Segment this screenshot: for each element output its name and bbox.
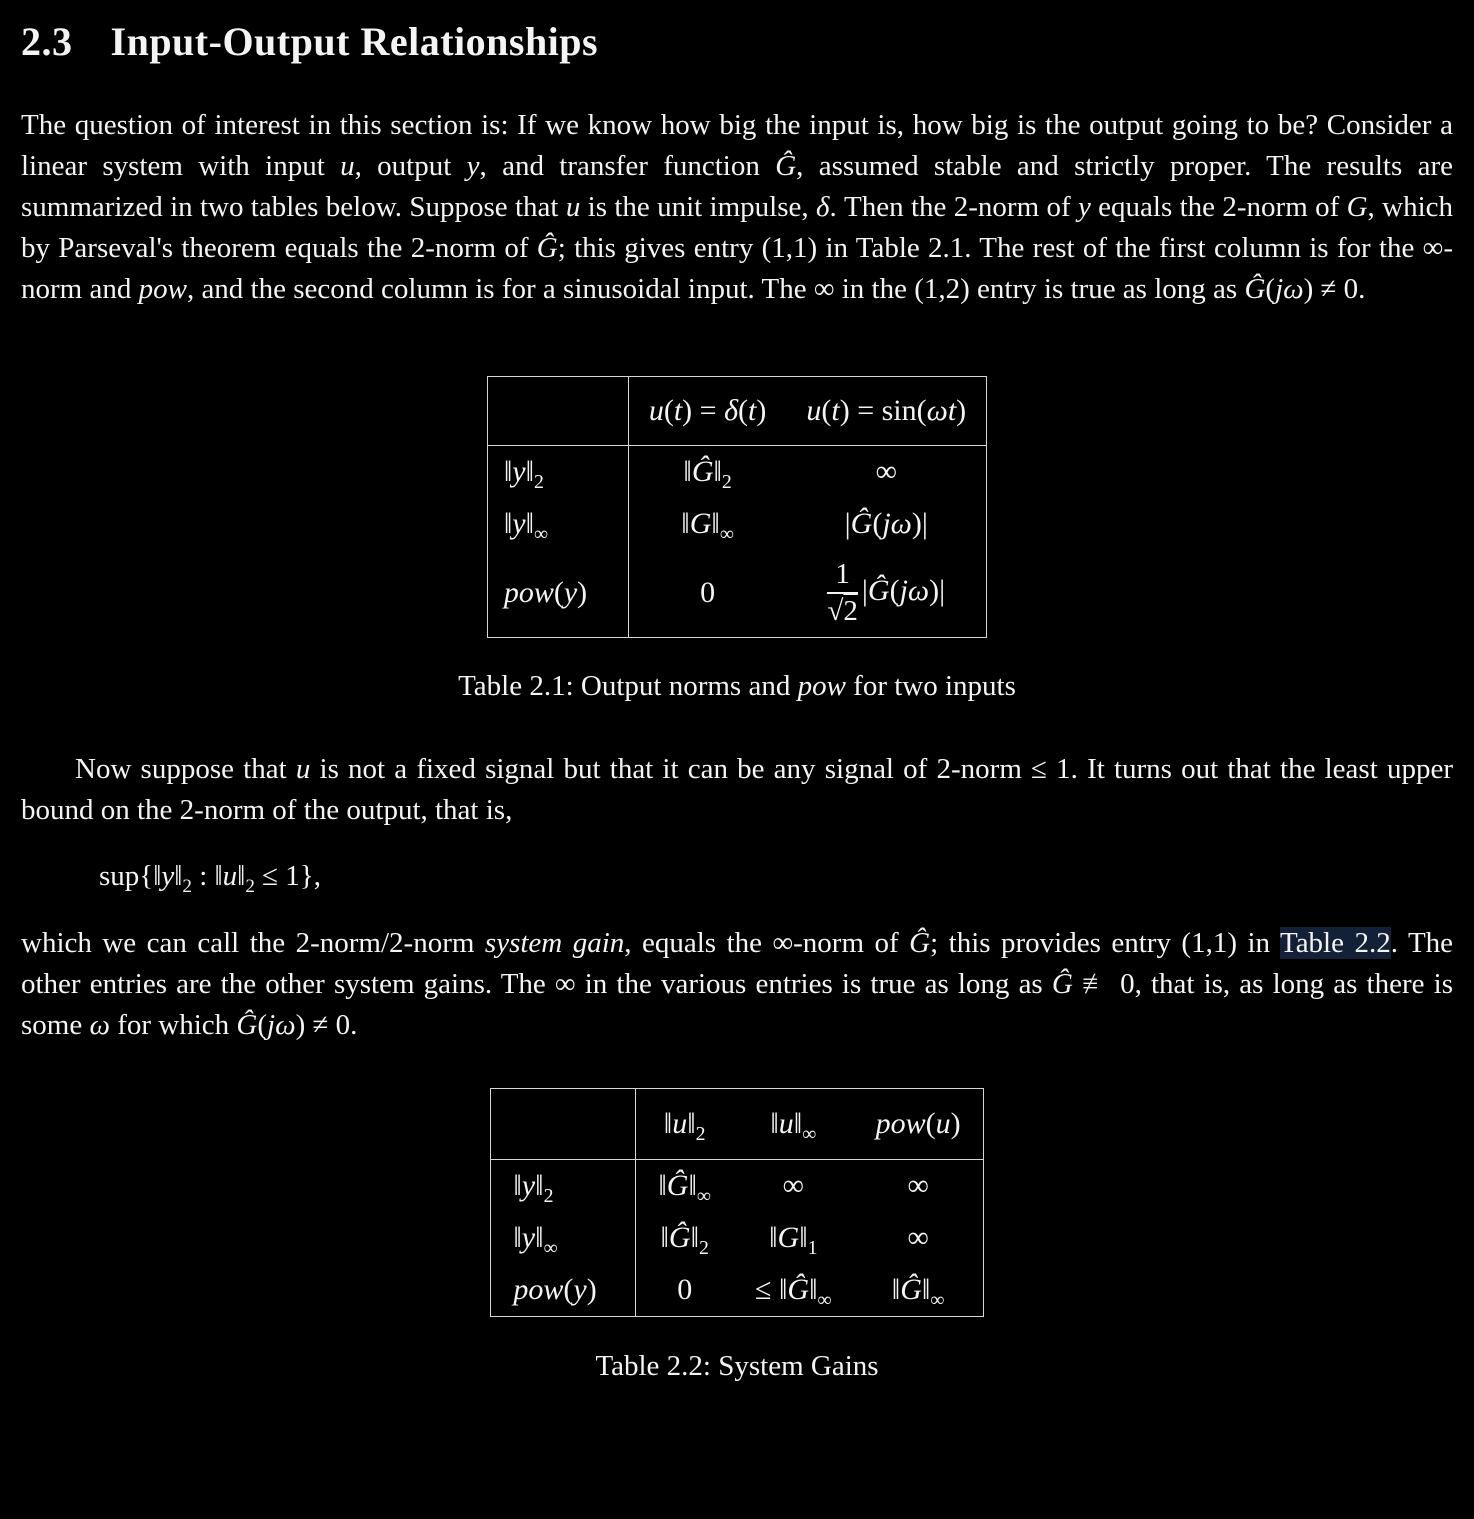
section-heading: [21, 18, 1453, 65]
table-2-1-cell: 0: [700, 576, 716, 610]
paragraph-1: The question of interest in this section is: If we know how big the input is, how big is the output going to be? Consider a linear system with input u, output y, and transfer function Ĝ, assumed stable and strictly proper. The results are summarized in two tables below. Suppose that u is the unit impulse, δ. Then the 2-norm of y equals the 2-norm of G, which by Parseval's theorem equals the 2-norm of Ĝ; this gives entry (1,1) in Table 2.1. The rest of the first column is for the ∞-norm and pow, and the second column is for a sinusoidal input. The ∞ in the (1,2) entry is true as long as Ĝ(jω) ≠ 0.: [21, 109, 1454, 305]
fraction: [827, 559, 857, 628]
table-2-1-corner-cell: [487, 377, 628, 446]
table-2-1-rowlabel-pow: pow(y): [487, 550, 628, 637]
table-2-2-corner-cell: [491, 1088, 636, 1159]
table-2-1-cell-pow-sin: [786, 550, 986, 637]
table-2-1-cell: ∞: [875, 455, 897, 488]
table-2-2: [490, 1088, 983, 1317]
table-2-1-col-header-sinusoid: u(t) = sin(ωt): [786, 377, 986, 446]
table-2-2-cell: ∞: [782, 1168, 805, 1202]
table-row: [491, 1212, 983, 1264]
table-2-1-cell: |Ĝ(jω)|: [844, 507, 928, 540]
fraction-factor: |Ĝ(jω)|: [861, 574, 946, 608]
table-2-2-col-header-powu: pow(u): [854, 1088, 984, 1159]
paragraph-2: Now suppose that u is not a fixed signal but that it can be any signal of 2-norm ≤ 1. It turns out that the least upper bound on the 2-norm of the output, that is,: [21, 752, 1453, 826]
table-2-1-cell: $‖Ĝ‖_2$: [683, 455, 732, 493]
table-2-2-cell: 0: [677, 1272, 693, 1306]
table-row: [487, 550, 986, 637]
table-2-1-rowlabel-y2: $‖y‖_2$: [487, 446, 628, 499]
table-2-2-cell: $‖Ĝ‖_\infty$: [891, 1272, 945, 1311]
table-row: [491, 1264, 983, 1317]
table-2-2-link[interactable]: Table 2.2: [1280, 926, 1391, 959]
table-2-1-col-header-impulse: u(t) = δ(t): [628, 377, 786, 446]
table-2-2-col-header-uinf: $‖u‖_\infty$: [733, 1088, 854, 1159]
table-2-1-grid: [487, 376, 987, 638]
paragraph-3: which we can call the 2-norm/2-norm system gain, equals the ∞-norm of Ĝ; this provides entry (1,1) in Table 2.2. The other entries are the other system gains. The ∞ in the various entries is true as long as Ĝ ≢ 0, that is, as long as there is some ω for which Ĝ(jω) ≠ 0.: [21, 926, 1454, 1041]
table-2-2-caption: Table 2.2: System Gains: [595, 1349, 879, 1382]
table-2-2-cell: $‖Ĝ‖_2$: [660, 1220, 709, 1259]
table-2-2-cell: $‖G‖_1$: [769, 1220, 818, 1259]
table-2-2-cell: ∞: [907, 1168, 929, 1202]
table-row: [491, 1159, 983, 1212]
table-2-1-caption: Table 2.1: Output norms and pow for two inputs: [458, 669, 1016, 702]
table-2-2-cell: $‖Ĝ‖_\infty$: [658, 1168, 712, 1207]
table-2-1-cell: $‖G‖_\infty$: [681, 507, 734, 545]
table-2-2-rowlabel-y2: $‖y‖_2$: [491, 1159, 636, 1212]
table-2-2-rowlabel-pow: pow(y): [491, 1264, 636, 1317]
section-number: 2.3: [21, 19, 73, 64]
table-2-2-col-header-u2: $‖u‖_2$: [636, 1088, 733, 1159]
fraction-denominator: √2: [827, 595, 858, 628]
table-2-2-rowlabel-yinf: $‖y‖_\infty$: [491, 1212, 636, 1264]
section-title-text: Input-Output Relationships: [110, 19, 599, 64]
table-row: [487, 498, 986, 550]
table-2-1: [487, 376, 987, 638]
table-2-2-grid: [490, 1088, 983, 1317]
table-2-2-header-row: [491, 1088, 983, 1159]
table-2-2-cell: ∞: [907, 1220, 929, 1254]
table-row: [487, 446, 986, 499]
equation-sup-norm: $sup\{‖y‖_2$ : $‖u‖_2 \le 1$},: [99, 859, 321, 897]
table-2-2-cell: ≤ $‖Ĝ‖_\infty$: [755, 1272, 832, 1311]
fraction-numerator: 1: [827, 559, 857, 594]
table-2-1-rowlabel-yinf: $‖y‖_\infty$: [487, 498, 628, 550]
table-2-1-header-row: [487, 377, 986, 446]
